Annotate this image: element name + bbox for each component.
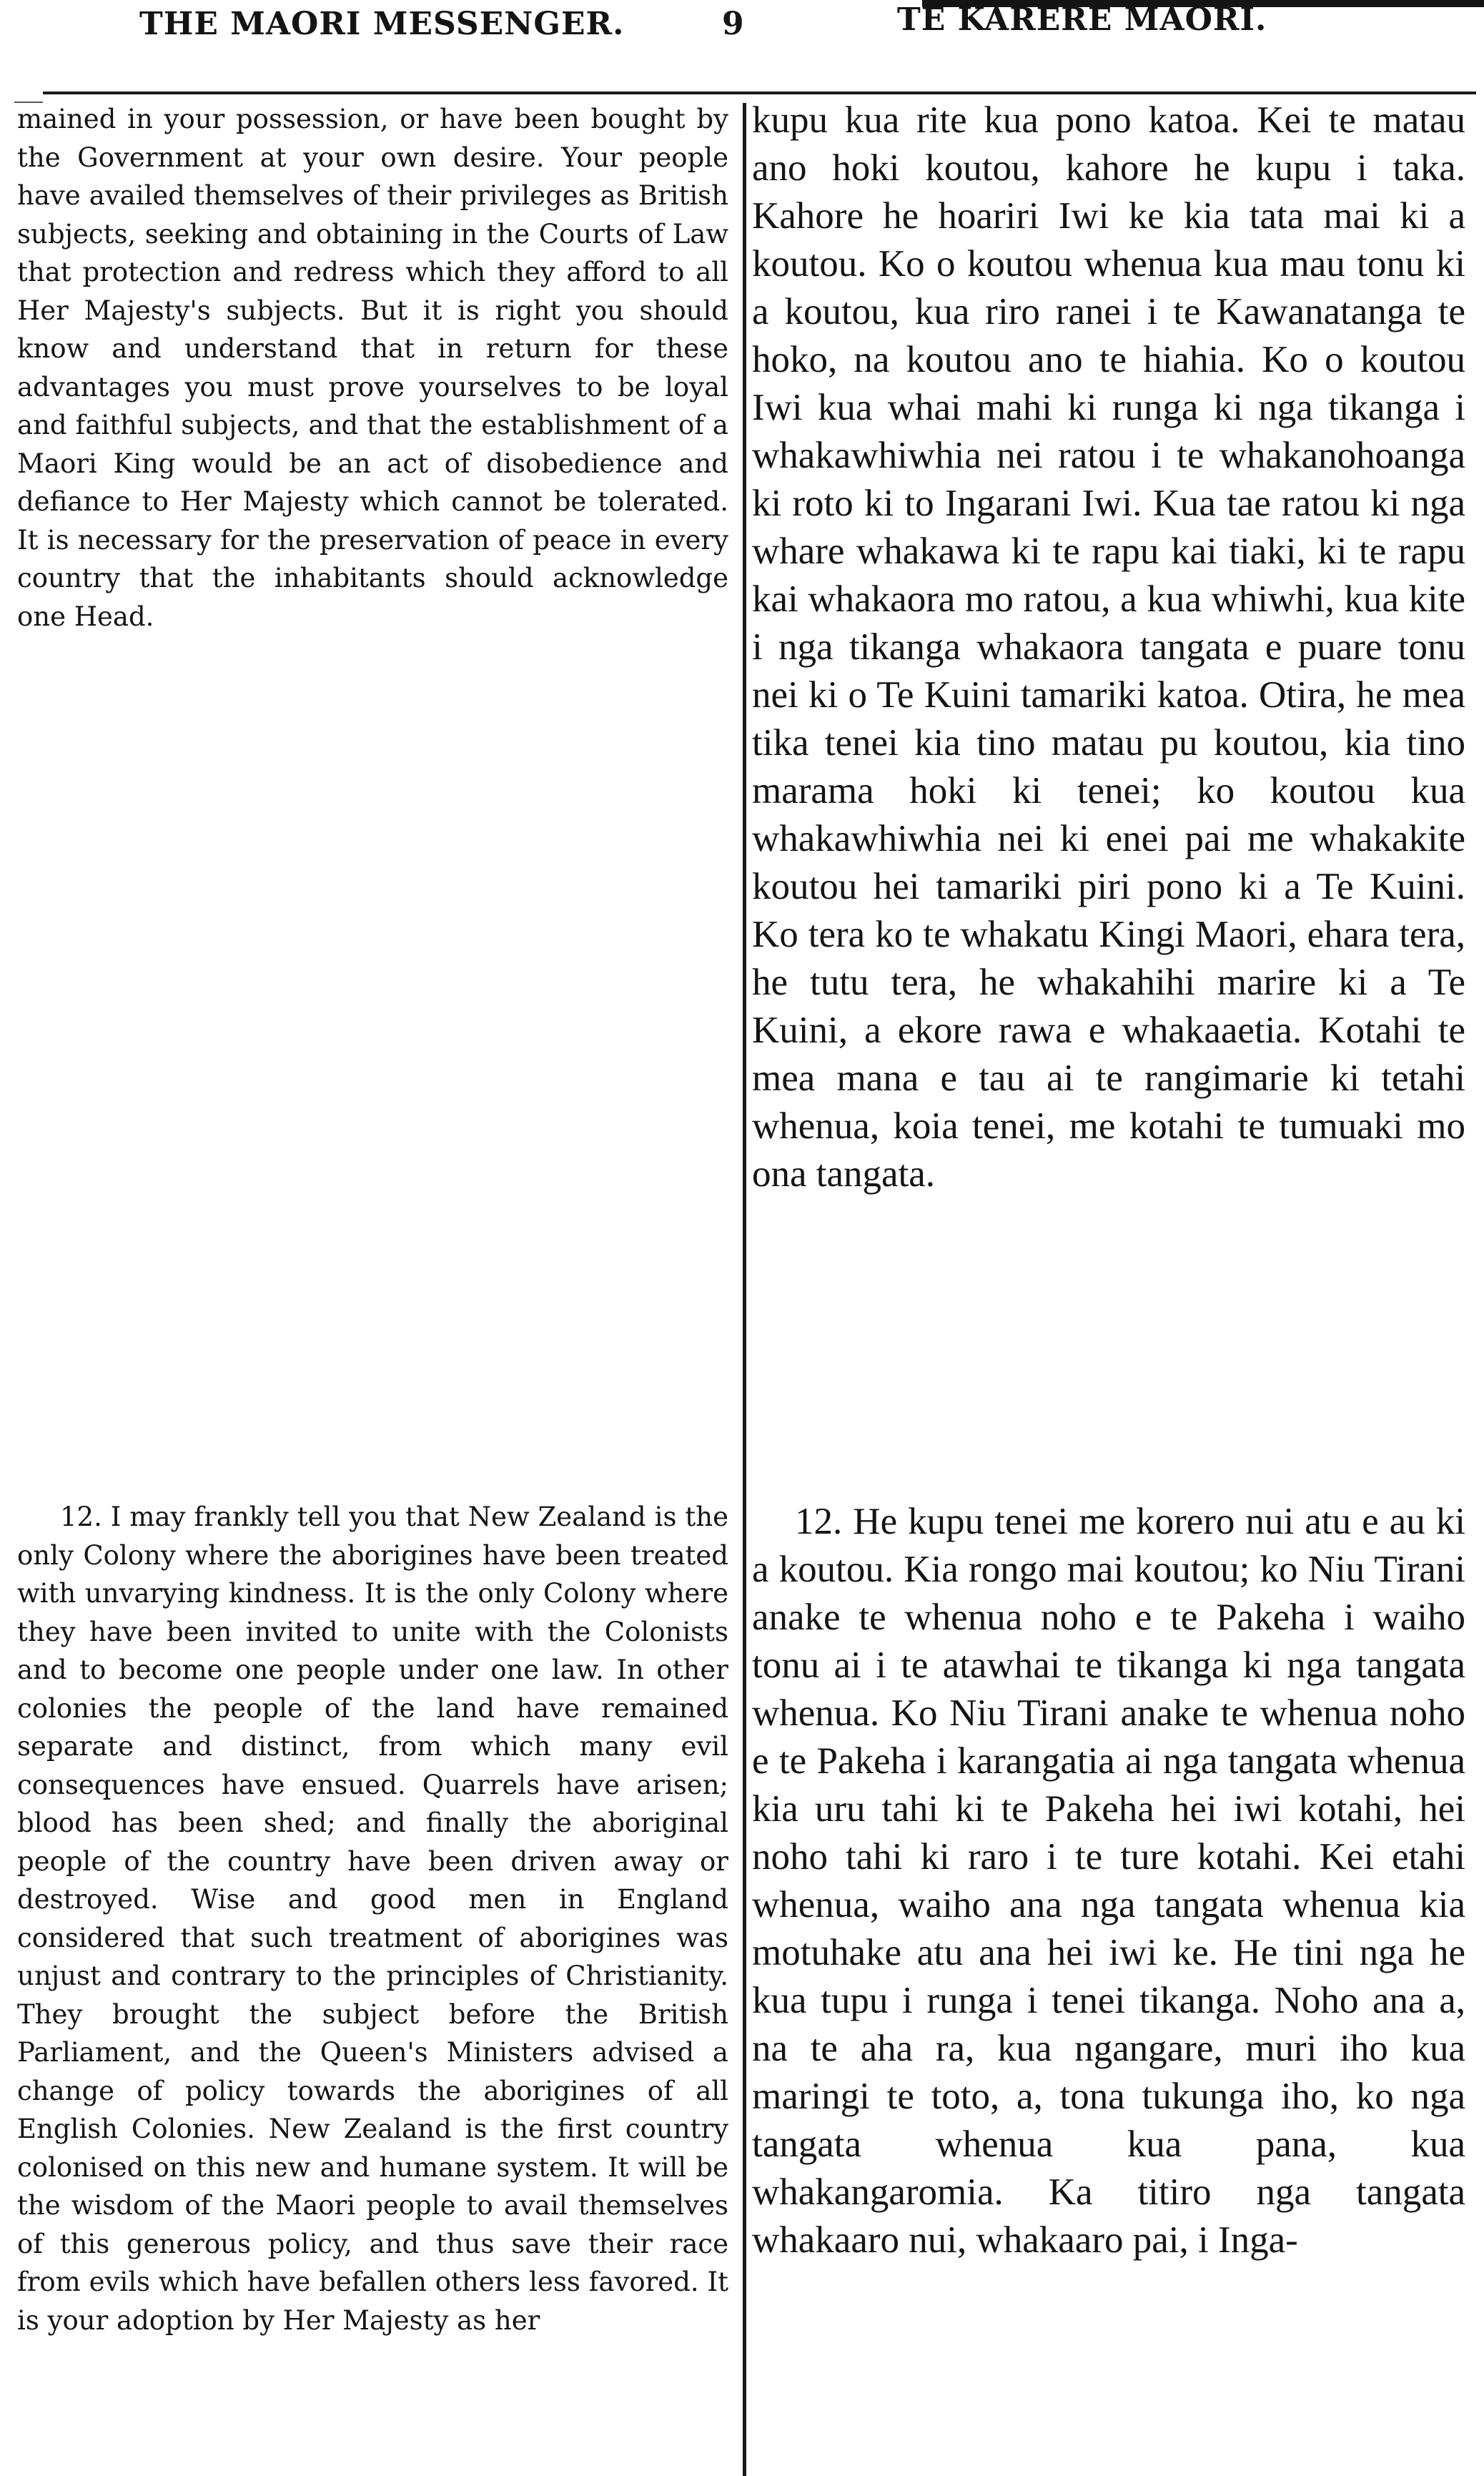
maori-paragraph-continued: kupu kua rite kua pono katoa. Kei te matau ano hoki koutou, kahore he kupu i taka. Kahore he hoariri Iwi ke kia tata mai ki a koutou. Ko o koutou whenua kua mau tonu ki a koutou, kua riro ranei i te Kawanatanga te hoko, na koutou ano te hiahia. Ko o koutou Iwi kua whai mahi ki runga ki nga tikanga i whakawhiwhia nei ratou i te whakanohoanga ki roto ki to Ingarani Iwi. Kua tae ratou ki nga whare whakawa ki te rapu kai tiaki, ki te rapu kai whakaora mo ratou, a kua whiwhi, kua kite i nga tikanga whakaora tangata e puare tonu nei ki o Te Kuini tamariki katoa. Otira, he mea tika tenei kia tino matau pu koutou, kia tino marama hoki ki tenei; ko koutou kua whakawhiwhia nei ki enei pai me whakakite koutou hei tamariki piri pono ki a Te Kuini. Ko tera ko te whakatu Kingi Maori, ehara tera, he tutu tera, he whakahihi marire ki a Te Kuini, a ekore rawa e whakaaetia. Kotahi te mea mana e tau ai te rangimarie ki tetahi whenua, koia tenei, me kotahi te tumuaki mo ona tangata. [752, 99, 1465, 1195]
column-divider [743, 103, 746, 2476]
page-number: 9 [722, 6, 744, 42]
english-paragraph-continued: mained in your possession, or have been bought by the Government at your own desire. Your people have availed themselves of their privileges as British subjects, seeking and obtaining in the Courts of Law that protection and redress which they afford to all Her Majesty's subjects. But it is right you should know and understand that in return for these advantages you must prove yourselves to be loyal and faithful subjects, and that the establishment of a Maori King would be an act of disobedience and defiance to Her Majesty which cannot be tolerated. It is necessary for the preservation of peace in every country that the inhabitants should acknowledge one Head. [17, 104, 728, 632]
header-rule [43, 92, 1476, 94]
header-maori-title: TE KARERE MAORI. [897, 1, 1267, 38]
header-english-title: THE MAORI MESSENGER. [139, 6, 625, 42]
running-header [0, 0, 1484, 86]
maori-paragraph-12: 12. He kupu tenei me korero nui atu e au ki a koutou. Kia rongo mai koutou; ko Niu Tirani anake te whenua noho e te Pakeha i waiho tonu ai i te atawhai te tikanga ki nga tangata whenua. Ko Niu Tirani anake te whenua noho e te Pakeha i karangatia ai nga tangata whenua kia uru tahi ki te Pakeha hei iwi kotahi, hei noho tahi ki raro i te ture kotahi. Kei etahi whenua, waiho ana nga tangata whenua kia motuhake atu ana hei iwi ke. He tini nga he kua tupu i runga i tenei tikanga. Noho ana a, na te aha ra, kua ngangare, muri iho kua maringi te toto, a, tona tukunga iho, ko nga tangata whenua kua pana, kua whakangaromia. Ka titiro nga tangata whakaaro nui, whakaaro pai, i Inga- [752, 1501, 1465, 2261]
english-paragraph-12: 12. I may frankly tell you that New Zealand is the only Colony where the aborigines have been treated with unvarying kindness. It is the only Colony where they have been invited to unite with the Colonists and to become one people under one law. In other colonies the people of the land have remained separate and distinct, from which many evil consequences have ensued. Quarrels have arisen; blood has been shed; and finally the aboriginal people of the country have been driven away or destroyed. Wise and good men in England considered that such treatment of aborigines was unjust and contrary to the principles of Christianity. They brought the subject before the British Parliament, and the Queen's Ministers advised a change of policy towards the aborigines of all English Colonies. New Zealand is the first country colonised on this new and humane system. It will be the wisdom of the Maori people to avail themselves of this generous policy, and thus save their race from evils which have befallen others less favored. It is your adoption by Her Majesty as her [17, 1501, 728, 2336]
